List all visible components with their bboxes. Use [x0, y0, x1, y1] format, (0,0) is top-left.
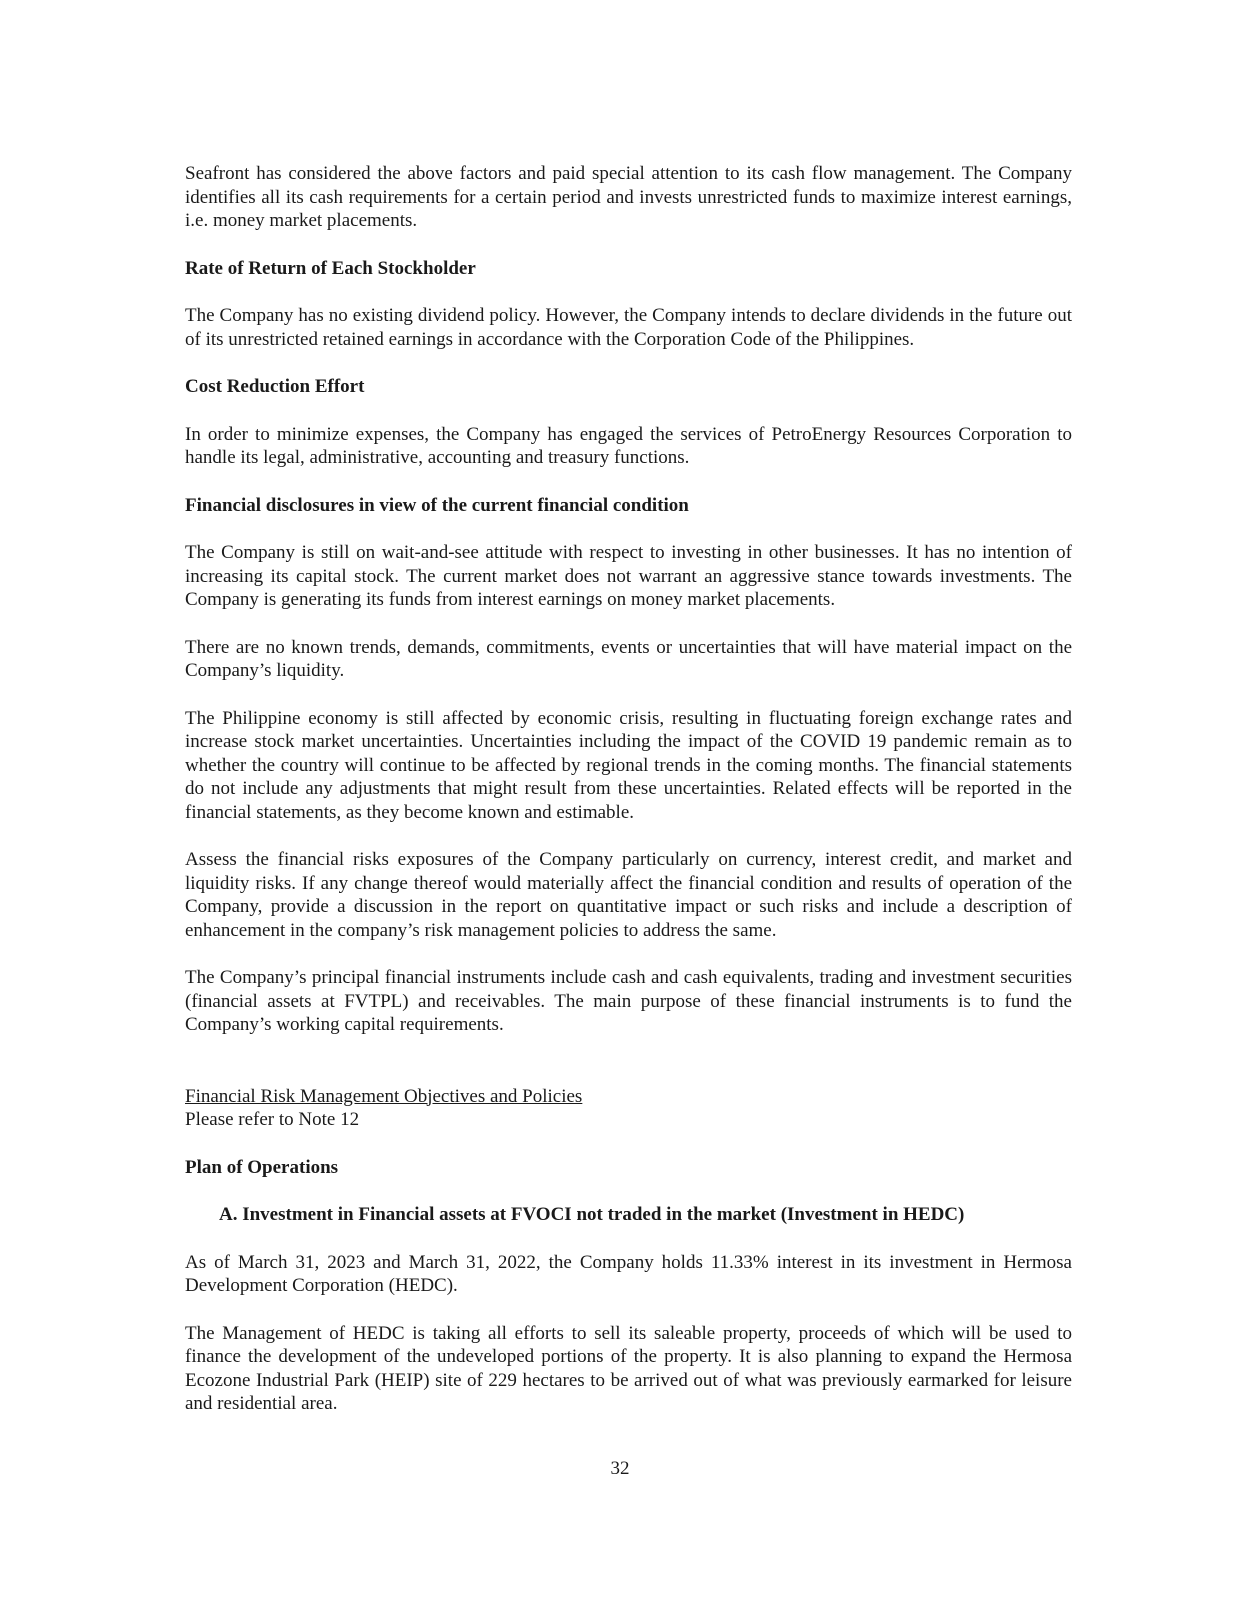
paragraph-cost-reduction: In order to minimize expenses, the Company has engaged the services of PetroEnergy Resources Corporation to handle its legal, administrative, accounting and treasury functions.: [185, 423, 1072, 468]
heading-plan-of-operations: Plan of Operations: [185, 1156, 339, 1178]
paragraph-hedc-interest: As of March 31, 2023 and March 31, 2022, the Company holds 11.33% interest in its investment in Hermosa Development Corporation (HEDC).: [185, 1251, 1072, 1296]
paragraph-dividend-policy: The Company has no existing dividend policy. However, the Company intends to declare dividends in the future out of its unrestricted retained earnings in accordance with the Corporation Code of the Philippines.: [185, 305, 1072, 350]
paragraph-wait-and-see: The Company is still on wait-and-see attitude with respect to investing in other businesses. It has no intention of increasing its capital stock. The current market does not warrant an aggressive stance towards investments. The Company is generating its funds from interest earnings on money market placements.: [185, 542, 1072, 610]
heading-financial-disclosures: Financial disclosures in view of the current financial condition: [185, 494, 689, 516]
risk-management-reference-title: Financial Risk Management Objectives and Policies: [185, 1085, 583, 1107]
paragraph-financial-risks: Assess the financial risks exposures of the Company particularly on currency, interest credit, and market and liquidity risks. If any change thereof would materially affect the financial condition and results of operation of the Company, provide a discussion in the report on quantitative impact or such risks and include a description of enhancement in the company’s risk management policies to address the same.: [185, 849, 1072, 941]
paragraph-financial-instruments: The Company’s principal financial instruments include cash and cash equivalents, trading and investment securities (financial assets at FVTPL) and receivables. The main purpose of these financial instruments is to fund the Company’s working capital requirements.: [185, 967, 1072, 1035]
paragraph-no-known-trends: There are no known trends, demands, commitments, events or uncertainties that will have material impact on the Company’s liquidity.: [185, 636, 1072, 681]
heading-cost-reduction: Cost Reduction Effort: [185, 376, 365, 397]
heading-rate-of-return: Rate of Return of Each Stockholder: [185, 257, 476, 279]
document-page: [185, 162, 1072, 1440]
paragraph-philippine-economy: The Philippine economy is still affected by economic crisis, resulting in fluctuating foreign exchange rates and increase stock market uncertainties. Uncertainties including the impact of the COVID 19 pandemic remain as to whether the country will continue to be affected by regional trends in the coming months. The financial statements do not include any adjustments that might result from these uncertainties. Related effects will be reported in the financial statements, as they become known and estimable.: [185, 707, 1072, 823]
paragraph-cash-management: Seafront has considered the above factors and paid special attention to its cash flow management. The Company identifies all its cash requirements for a certain period and invests unrestricted funds to maximize interest earnings, i.e. money market placements.: [185, 163, 1072, 231]
spacer: [185, 1061, 1072, 1085]
paragraph-hedc-management: The Management of HEDC is taking all efforts to sell its saleable property, proceeds of which will be used to finance the development of the undeveloped portions of the property. It is also planning to expand the Hermosa Ecozone Industrial Park (HEIP) site of 229 hectares to be arrived out of what was previously earmarked for leisure and residential area.: [185, 1322, 1072, 1414]
subheading-investment-hedc: A. Investment in Financial assets at FVOCI not traded in the market (Investment in HEDC): [219, 1204, 965, 1225]
page-number: 32: [610, 1458, 630, 1479]
risk-management-reference-note: Please refer to Note 12: [185, 1109, 360, 1130]
